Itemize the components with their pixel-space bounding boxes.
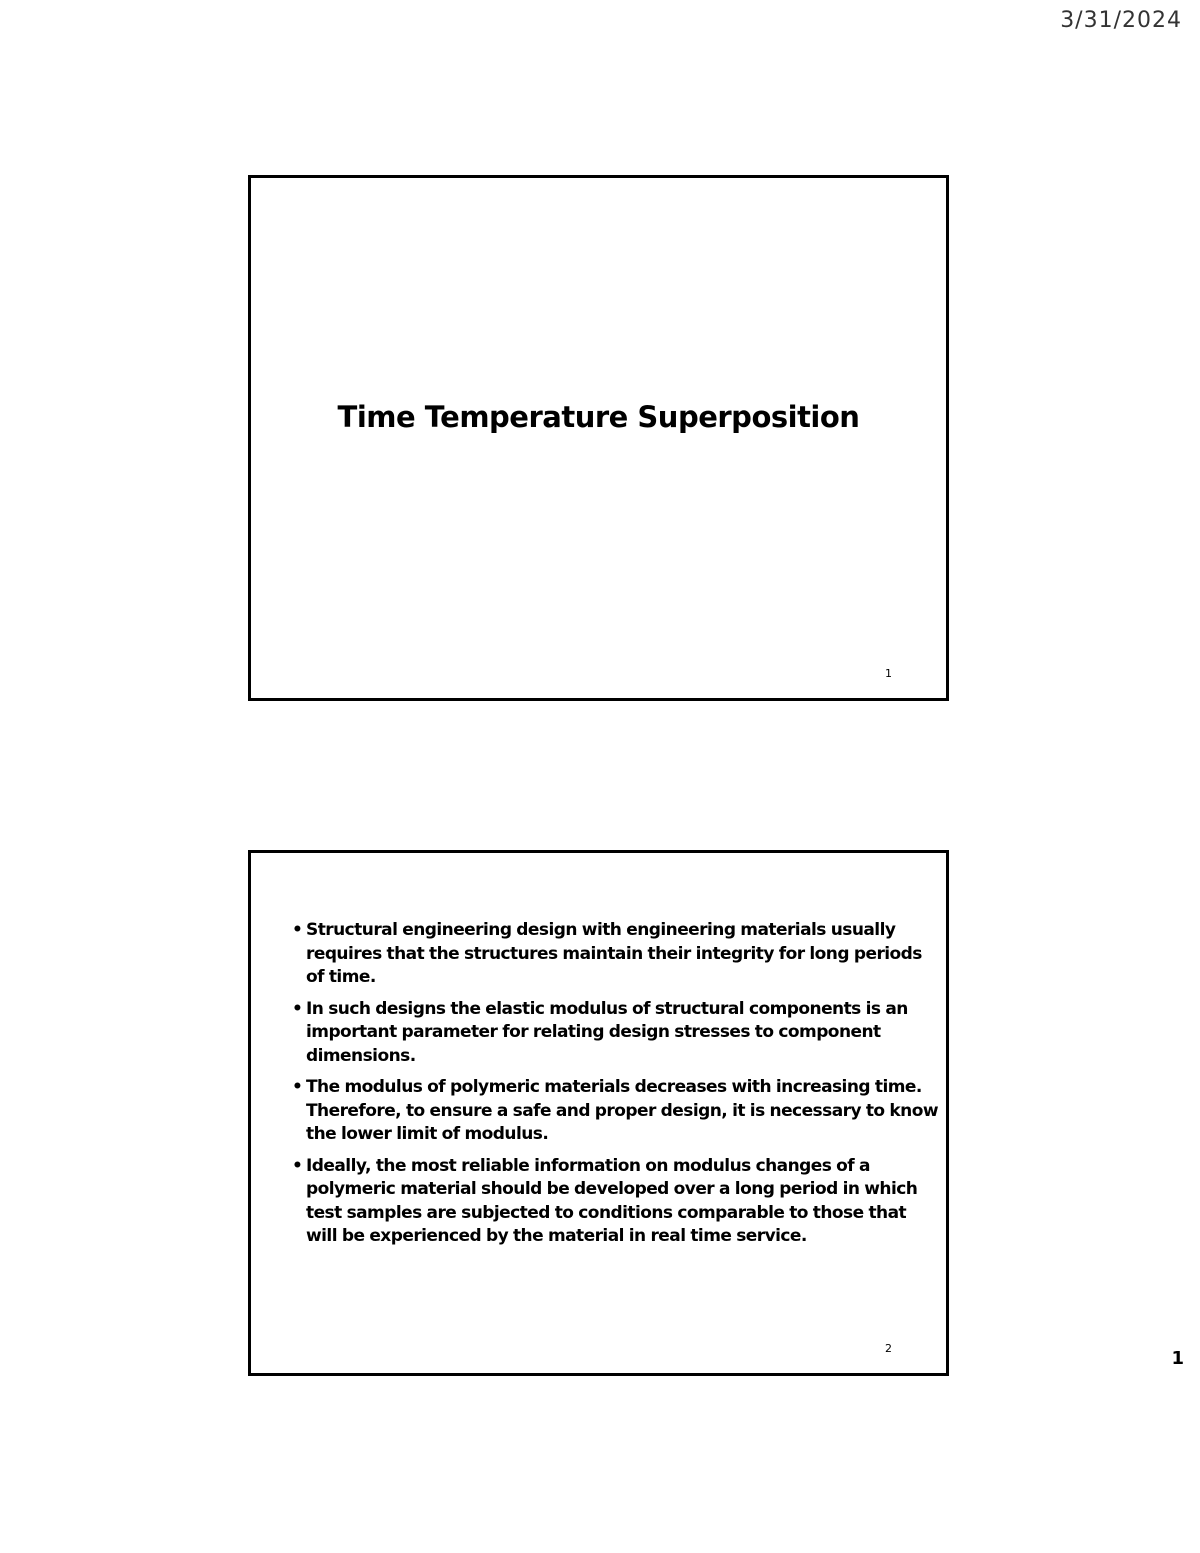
bullet-icon: • bbox=[292, 998, 303, 1019]
bullet-item bbox=[289, 998, 939, 1069]
bullet-text: Ideally, the most reliable information on modulus changes of a polymeric material should be developed over a long period in which test samples are subjected to conditions comparable to those that will be experienced by the material in real time service. bbox=[306, 1155, 918, 1246]
page-number: 1 bbox=[1171, 1348, 1184, 1369]
bullet-list bbox=[289, 919, 939, 1257]
slide-1 bbox=[248, 175, 949, 701]
bullet-text: In such designs the elastic modulus of structural components is an important parameter for relating design stresses to component dimensions. bbox=[306, 998, 908, 1066]
bullet-item bbox=[289, 1155, 939, 1249]
bullet-text: The modulus of polymeric materials decreases with increasing time. Therefore, to ensure a safe and proper design, it is necessary to know the lower limit of modulus. bbox=[306, 1077, 939, 1144]
slide-number: 1 bbox=[885, 667, 892, 680]
bullet-text: Structural engineering design with engineering materials usually requires that the structures maintain their integrity for long periods of time. bbox=[306, 920, 922, 987]
bullet-icon: • bbox=[292, 1077, 303, 1097]
bullet-icon: • bbox=[292, 920, 303, 940]
slide-title: Time Temperature Superposition bbox=[337, 400, 860, 434]
slide-number: 2 bbox=[885, 1342, 892, 1355]
slide-2 bbox=[248, 850, 949, 1376]
bullet-icon: • bbox=[292, 1155, 303, 1176]
bullet-item bbox=[289, 1076, 939, 1147]
print-date: 3/31/2024 bbox=[1060, 8, 1182, 33]
bullet-item bbox=[289, 919, 939, 990]
